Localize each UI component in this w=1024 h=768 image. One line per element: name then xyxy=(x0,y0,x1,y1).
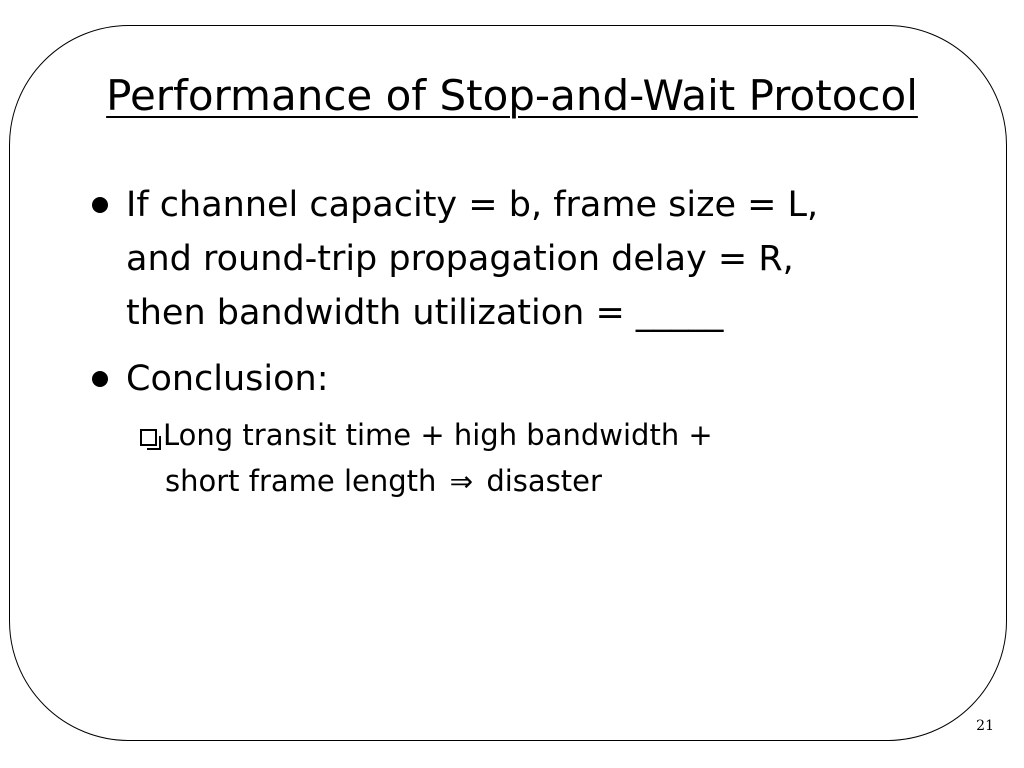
subbullet-list xyxy=(126,412,966,505)
implies-arrow-icon: ⇒ xyxy=(449,465,474,498)
subbullet-text-3: disaster xyxy=(486,464,602,498)
bullet-item-utilization xyxy=(86,178,966,340)
bullet-line: then bandwidth utilization = _____ xyxy=(126,293,724,333)
bullet-dot-icon xyxy=(92,371,108,387)
subbullet-line-1 xyxy=(140,412,966,458)
subbullet-text-2: short frame length xyxy=(165,464,437,498)
slide-title xyxy=(0,68,1024,124)
page-number: 21 xyxy=(976,718,994,734)
subbullet-item-disaster xyxy=(134,412,966,505)
subbullet-line-2 xyxy=(140,458,966,505)
bullet-text: Conclusion: xyxy=(126,359,329,399)
bullet-list xyxy=(86,178,966,505)
bullet-dot-icon xyxy=(92,197,108,213)
bullet-item-conclusion xyxy=(86,352,966,505)
bullet-line: and round-trip propagation delay = R, xyxy=(126,239,794,279)
bullet-line: If channel capacity = b, frame size = L, xyxy=(126,185,819,225)
slide-title-text: Performance of Stop-and-Wait Protocol xyxy=(106,71,918,120)
checkbox-square-icon xyxy=(140,429,157,446)
subbullet-text-1: Long transit time + high bandwidth + xyxy=(163,418,713,452)
